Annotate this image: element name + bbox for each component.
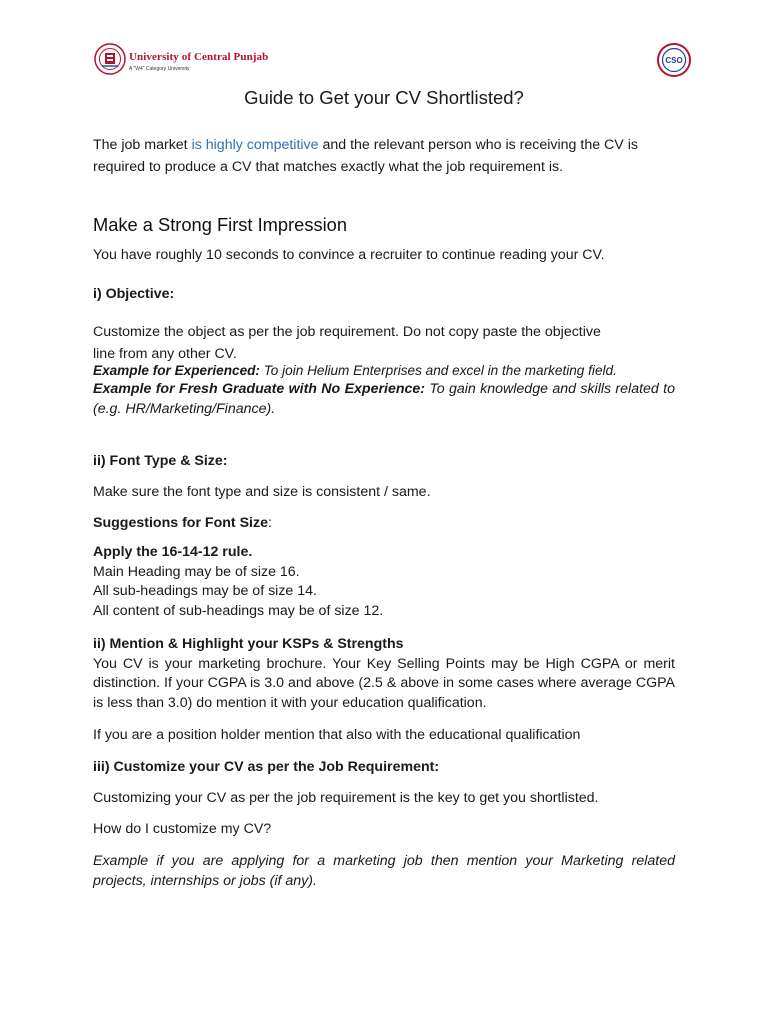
example-fresh-label: Example for Fresh Graduate with No Experience: — [93, 381, 426, 397]
customize-example: Example if you are applying for a marketing job then mention your Marketing related projects, internships or jobs (if any). — [93, 853, 675, 889]
intro-highlight: is highly competitive — [191, 137, 319, 153]
intro-text-start: The job market — [93, 137, 192, 153]
intro-paragraph — [93, 134, 675, 178]
university-tagline: A "W4" Category University — [129, 66, 190, 72]
customize-heading: iii) Customize your CV as per the Job Requirement: — [93, 759, 440, 775]
section-heading-impression: Make a Strong First Impression — [93, 214, 347, 235]
university-seal-icon — [93, 42, 127, 76]
font-suggestion-colon: : — [267, 515, 272, 531]
example-experienced-text: To join Helium Enterprises and excel in the marketing field. — [259, 363, 617, 378]
font-suggestion-label: Suggestions for Font Size — [93, 515, 268, 531]
font-rule-heading: Apply the 16-14-12 rule. — [93, 544, 253, 560]
customize-question: How do I customize my CV? — [93, 821, 272, 837]
cso-logo-icon — [656, 42, 692, 78]
font-rule-block — [93, 543, 675, 621]
font-rule-line: All content of sub-headings may be of size 12. — [93, 602, 384, 619]
example-experienced — [93, 361, 675, 380]
objective-text-line: line from any other CV. — [93, 346, 237, 362]
font-heading: ii) Font Type & Size: — [93, 453, 228, 469]
example-experienced-label: Example for Experienced: — [93, 363, 260, 378]
ksp-text: You CV is your marketing brochure. Your Key Selling Points may be High CGPA or merit distinction. If your CGPA is 3.0 and above (2.5 & above in some cases where average CGPA is less than 3.0) do mention it with your education qualification. — [93, 655, 675, 711]
example-fresh-text: To gain knowledge and skills related to (e.g. HR/Marketing/Finance). — [93, 381, 675, 417]
font-rule-line: Main Heading may be of size 16. — [93, 563, 300, 580]
customize-text: Customizing your CV as per the job requirement is the key to get you shortlisted. — [93, 790, 599, 806]
font-suggestion — [93, 512, 675, 534]
university-name: University of Central Punjab — [129, 51, 269, 63]
impression-text: You have roughly 10 seconds to convince a recruiter to continue reading your CV. — [93, 247, 605, 263]
example-fresh-graduate — [93, 380, 675, 419]
university-logo — [93, 42, 269, 78]
cso-logo-text: CSO — [665, 56, 683, 65]
ksp-block — [93, 635, 675, 713]
page-title: Guide to Get your CV Shortlisted? — [244, 87, 524, 108]
position-holder-text: If you are a position holder mention that also with the educational qualification — [93, 727, 581, 743]
font-text: Make sure the font type and size is consistent / same. — [93, 484, 431, 500]
objective-text-line: Customize the object as per the job requirement. Do not copy paste the objective — [93, 324, 601, 340]
font-rule-line: All sub-headings may be of size 14. — [93, 583, 317, 599]
intro-text-end: and the relevant person who is receiving the CV is required to produce a CV that matches exactly what the job requirement is. — [93, 137, 638, 175]
objective-text — [93, 321, 675, 365]
objective-heading: i) Objective: — [93, 286, 175, 302]
ksp-heading: ii) Mention & Highlight your KSPs & Strengths — [93, 636, 404, 652]
